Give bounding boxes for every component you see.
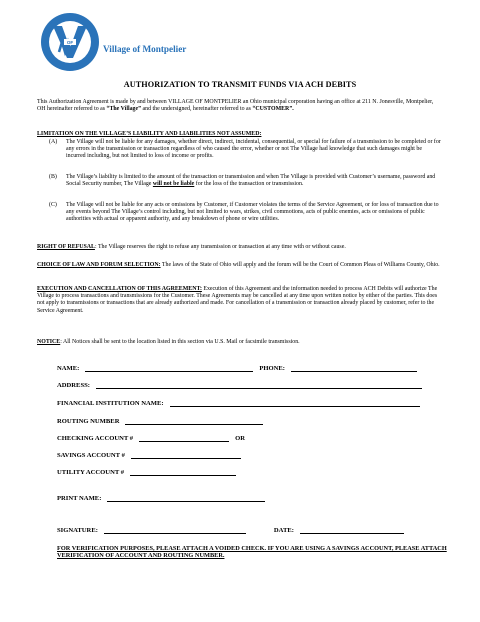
name-phone-row	[57, 365, 417, 372]
right-of-refusal-paragraph: RIGHT OF REFUSAL: The Village reserves the right to refuse any transmission or transaction at any time with or without cause.	[37, 244, 346, 250]
limitation-item-a	[37, 139, 443, 160]
print-name-field[interactable]	[107, 495, 265, 502]
savings-account-label: SAVINGS ACCOUNT #	[57, 452, 125, 459]
financial-institution-label: FINANCIAL INSTITUTION NAME:	[57, 400, 164, 407]
routing-number-field[interactable]	[125, 418, 263, 425]
utility-account-row	[57, 469, 236, 476]
item-text: The Village will not be liable for any damages, whether direct, indirect, incidental, consequential, or special for failure of a transmission to be completed or for any errors in the transmission or transaction regardless of who caused the error, whether or not The Village had knowledge that such damages might be incurred including, but not limited to loss of income or profits.	[66, 139, 441, 159]
savings-account-row	[57, 452, 241, 459]
routing-number-row	[57, 418, 263, 425]
execution-cancellation-paragraph: EXECUTION AND CANCELLATION OF THIS AGREEMENT: Execution of this Agreement and the information needed to process ACH Debits will authorize The Village to process transactions and transmissions for the Customer. These Agreements may be cancelled at any time upon written notice by either of the parties. This does not apply to transmissions or transactions that are already authorized and made. For cancellation of a transmission or transaction already placed by customer, refer to the Service Agreement.	[37, 286, 438, 314]
item-label: (A)	[49, 139, 58, 145]
financial-institution-field[interactable]	[170, 400, 420, 407]
financial-institution-row	[57, 400, 420, 407]
choice-of-law-paragraph: CHOICE OF LAW AND FORUM SELECTION: The laws of the State of Ohio will apply and the forum will be the Court of Common Pleas of Williams County, Ohio.	[37, 262, 440, 268]
utility-account-label: UTILITY ACCOUNT #	[57, 469, 125, 476]
savings-account-field[interactable]	[131, 452, 241, 459]
item-label: (B)	[49, 174, 57, 180]
address-field[interactable]	[96, 382, 422, 389]
print-name-label: PRINT NAME:	[57, 495, 102, 502]
or-label: OR	[235, 435, 245, 442]
checking-account-field[interactable]	[139, 435, 229, 442]
date-field[interactable]	[300, 527, 404, 534]
limitation-item-c	[37, 202, 443, 223]
name-field[interactable]	[85, 365, 253, 372]
phone-field[interactable]	[291, 365, 417, 372]
name-label: NAME:	[57, 365, 80, 372]
limitation-item-b	[37, 174, 443, 188]
date-label: DATE:	[273, 527, 294, 534]
notice-paragraph: NOTICE: All Notices shall be sent to the location listed in this section via U.S. Mail or facsimile transmission.	[37, 339, 300, 345]
village-name: Village of Montpelier	[103, 44, 187, 54]
document-title: AUTHORIZATION TO TRANSMIT FUNDS VIA ACH DEBITS	[123, 80, 357, 89]
limitation-heading: LIMITATION ON THE VILLAGE’S LIABILITY AND LIABILITIES NOT ASSUMED:	[37, 131, 262, 137]
item-text: The Village’s liability is limited to the amount of the transaction or transmission and when The Village is provided with Customer’s username, password and Social Security number, The Village will not be liable for the loss of the transaction or transmission.	[66, 174, 436, 187]
address-label: ADDRESS:	[57, 382, 90, 389]
item-label: (C)	[49, 202, 57, 208]
phone-label: PHONE:	[259, 365, 285, 372]
utility-account-field[interactable]	[130, 469, 236, 476]
checking-account-row	[57, 435, 245, 442]
intro-paragraph: This Authorization Agreement is made by and between VILLAGE OF MONTPELIER an Ohio municipal corporation having an office at 211 N. Jonesville, Montpelier, OH hereinafter referred to as “The Village” and the undersigned, hereinafter referred to as “CUSTOMER”.	[37, 99, 434, 113]
village-seal-logo	[40, 12, 100, 72]
print-name-row	[57, 495, 265, 502]
routing-number-label: ROUTING NUMBER	[57, 418, 120, 425]
signature-date-row	[57, 527, 404, 534]
checking-account-label: CHECKING ACCOUNT #	[57, 435, 134, 442]
verification-note: FOR VERIFICATION PURPOSES, PLEASE ATTACH A VOIDED CHECK. IF YOU ARE USING A SAVINGS ACCOUNT, PLEASE ATTACH VERIFICATION OF ACCOUNT AND ROUTING NUMBER.	[57, 545, 447, 560]
signature-label: SIGNATURE:	[57, 527, 98, 534]
svg-text:OF: OF	[66, 40, 74, 45]
item-text: The Village will not be liable for any acts or omissions by Customer, if Customer violates the terms of the Service Agreement, or for loss of transaction due to any events beyond The Village’s control including, but not limited to wars, strikes, civil commotions, acts of public enemies, acts or omissions of public authorities with actual or apparent authority, and any breakdown of phone or wire utilities.	[66, 202, 439, 222]
signature-field[interactable]	[104, 527, 246, 534]
address-row	[57, 382, 422, 389]
